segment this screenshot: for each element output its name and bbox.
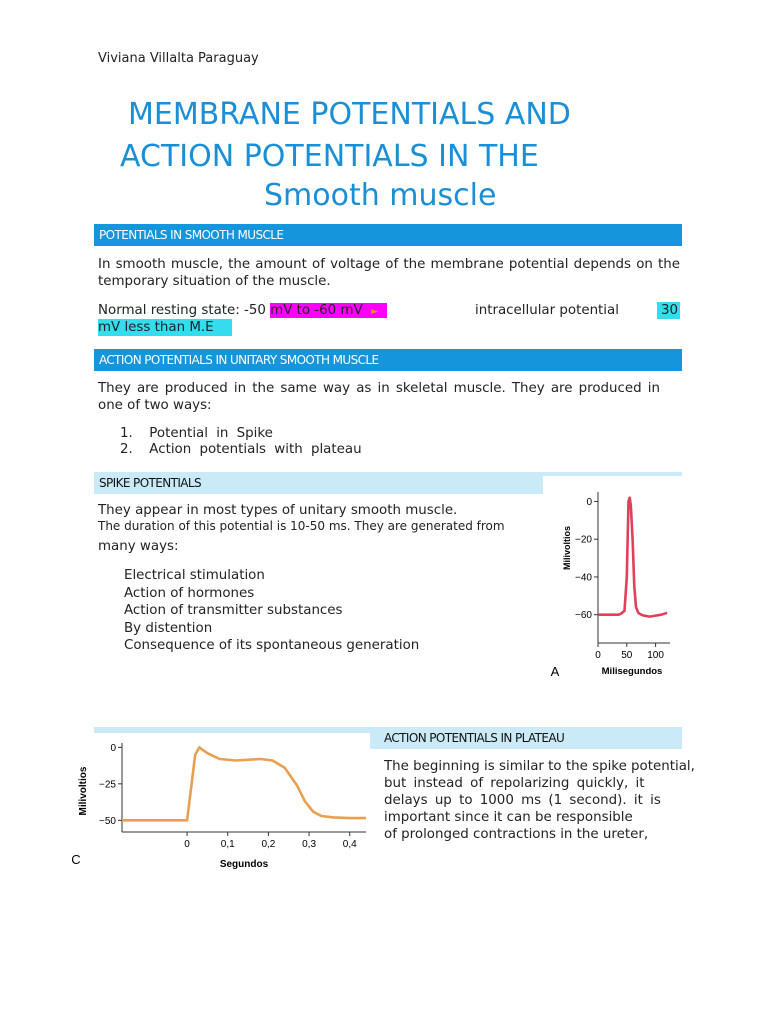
list-item: 2. Action potentials with plateau xyxy=(120,442,362,457)
x-tick-label: 0,4 xyxy=(342,839,357,850)
plateau-potential-chart xyxy=(70,733,370,873)
y-tick-label: −20 xyxy=(575,534,592,546)
x-tick-label: 100 xyxy=(647,650,664,661)
section-heading-unitary: ACTION POTENTIALS IN UNITARY SMOOTH MUSCLE xyxy=(94,349,682,371)
list-item: By distention xyxy=(124,620,213,636)
spike-ylabel: Milivoltios xyxy=(562,525,572,571)
section2-paragraph: They are produced in the same way as in skeletal muscle. They are produced in one of two ways: xyxy=(98,381,660,413)
resting-highlight: mV to -60 mV ► xyxy=(270,303,386,318)
x-tick-label: 0,1 xyxy=(220,839,235,850)
title-line-1: MEMBRANE POTENTIALS AND xyxy=(128,97,571,132)
x-tick-label: 0,3 xyxy=(302,839,317,850)
spike-causes-list xyxy=(120,567,419,655)
spike-line-2: The duration of this potential is 10-50 ms. They are generated from xyxy=(98,519,505,533)
spike-line-1: They appear in most types of unitary smooth muscle. xyxy=(98,503,458,518)
y-tick-label: −50 xyxy=(99,815,116,827)
y-tick-label: 0 xyxy=(110,742,116,754)
list-item: Electrical stimulation xyxy=(124,568,265,583)
x-tick-label: 50 xyxy=(621,650,633,661)
plateau-line: delays up to 1000 ms (1 second). it is xyxy=(384,793,661,808)
ways-list xyxy=(120,426,362,458)
cyan-remainder: mV less than M.E xyxy=(98,319,232,336)
plateau-line: The beginning is similar to the spike potential, xyxy=(384,759,695,774)
y-tick-label: 0 xyxy=(586,496,592,508)
list-item: Consequence of its spontaneous generation xyxy=(124,638,420,653)
spike-line-3: many ways: xyxy=(98,539,179,554)
plateau-xlabel: Segundos xyxy=(219,859,269,870)
cyan-number: 30 xyxy=(657,302,680,319)
plateau-line: but instead of repolarizing quickly, it xyxy=(384,776,645,791)
spike-xlabel: Milisegundos xyxy=(601,666,663,677)
section1-paragraph: In smooth muscle, the amount of voltage of the membrane potential depends on the temporary situation of the muscle. xyxy=(98,257,680,289)
spike-potential-chart xyxy=(543,476,683,684)
plateau-line: of prolonged contractions in the ureter, xyxy=(384,827,649,842)
x-tick-label: 0,2 xyxy=(261,839,276,850)
plateau-line: important since it can be responsible xyxy=(384,810,633,825)
section-heading-potentials: POTENTIALS IN SMOOTH MUSCLE xyxy=(94,224,682,246)
list-item: 1. Potential in Spike xyxy=(120,426,273,441)
y-tick-label: −40 xyxy=(575,572,592,584)
list-item: Action of hormones xyxy=(124,585,255,601)
section-heading-plateau: ACTION POTENTIALS IN PLATEAU xyxy=(384,731,565,745)
title-line-3: Smooth muscle xyxy=(264,178,497,213)
y-tick-label: −60 xyxy=(575,610,592,622)
list-item: Action of transmitter substances xyxy=(124,603,343,618)
intracellular-label: intracellular potential xyxy=(475,303,619,318)
x-tick-label: 0 xyxy=(184,839,190,850)
flag-icon: ► xyxy=(371,307,379,317)
resting-prefix: Normal resting state: -50 xyxy=(98,303,271,318)
title-line-2: ACTION POTENTIALS IN THE xyxy=(120,139,539,174)
plateau-panel-label: C xyxy=(71,852,81,867)
author-name: Viviana Villalta Paraguay xyxy=(98,51,259,66)
y-tick-label: −25 xyxy=(99,779,116,791)
section-heading-spike: SPIKE POTENTIALS xyxy=(94,472,682,494)
plateau-paragraph xyxy=(384,758,700,843)
spike-panel-label: A xyxy=(550,664,560,679)
plateau-ylabel: Milivoltios xyxy=(78,766,89,816)
x-tick-label: 0 xyxy=(595,650,601,661)
